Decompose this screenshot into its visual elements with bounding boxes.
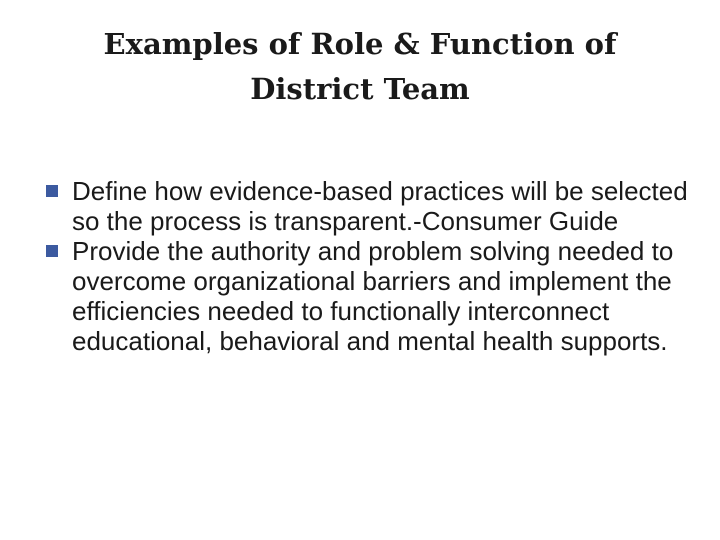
square-bullet-icon [46,185,58,197]
bullet-text: Define how evidence-based practices will be selected so the process is transparent.-Consumer Guide [72,176,688,236]
bullet-item [42,176,702,236]
bullet-list [42,176,702,356]
slide-title: Examples of Role & Function of District Team [103,27,617,106]
square-bullet-icon [46,245,58,257]
bullet-item [42,236,702,356]
bullet-text: Provide the authority and problem solving needed to overcome organizational barriers and implement the efficiencies needed to functionally interconnect educational, behavioral and mental health supports. [72,236,674,356]
